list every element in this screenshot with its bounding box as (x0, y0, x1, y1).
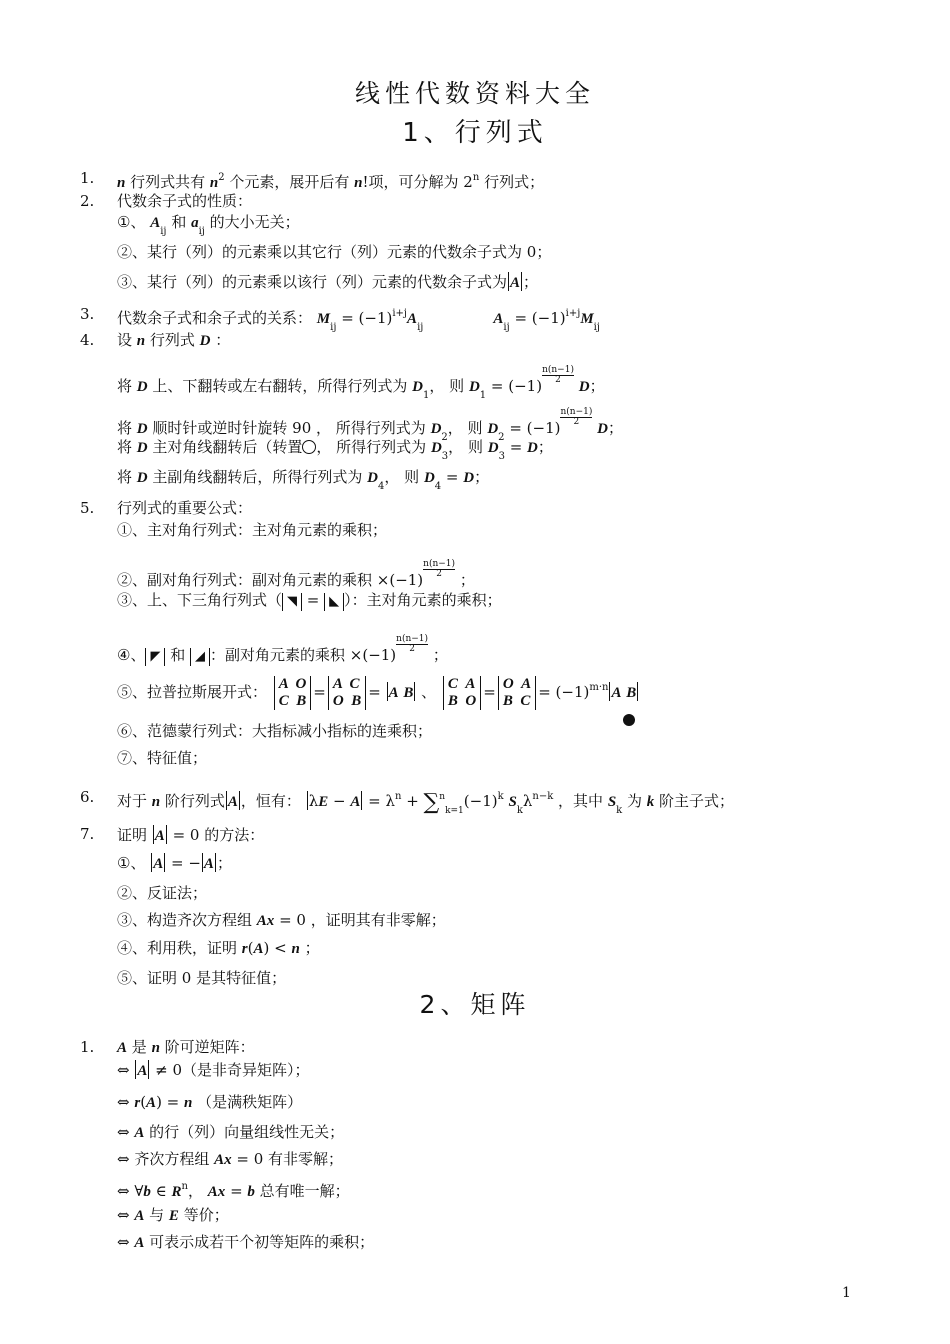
matrix-item-1-sub-1: ⇔ A ≠ 0（是非奇异矩阵）； (117, 1061, 310, 1079)
item-number: 1. (80, 1038, 95, 1056)
item-number: 6. (80, 788, 95, 806)
item-7-sub-1: ①、 A = − A ； (117, 854, 232, 872)
item-7-sub-4: ④、利用秩，证明 r(A) < n ； (117, 939, 320, 957)
section-2-heading: 2、矩阵 (419, 990, 531, 1019)
item-1-line: n 行列式共有 $n^2$ 个元素，展开后有 n!项，可分解为 2$^n$ 行列式； (117, 172, 545, 191)
item-6-line: 对于 n 阶行列式 A ，恒有： $\lambda E - A = \lambda^n + \sum^n_{k=1}(-1)^k$ $S_k\lambda^{n-k}$ ，其中 $S_k$ 为 k 阶主子式； (117, 790, 735, 816)
document-title: 线性代数资料大全 (354, 79, 595, 108)
item-5-sub-1: ①、主对角行列式：主对角元素的乘积； (117, 521, 388, 539)
item-number: 7. (80, 825, 95, 843)
matrix-item-1-sub-5: ⇔ ∀b ∈ $R^n$， Ax = b 总有唯一解； (117, 1181, 350, 1200)
item-4-sub-2: 将 D 顺时针或逆时针旋转 90 ， 所得行列式为 $D_2$， 则 $D_2 = (-1)$ $\frac{n(n-1)}{2}$ D； (117, 407, 623, 443)
item-7-sub-2: ②、反证法； (117, 884, 208, 902)
item-4-sub-1: 将 D 上、下翻转或左右翻转，所得行列式为 $D_1$， 则 $D_1 = (-1)$ $\frac{n(n-1)}{2}$ D； (117, 365, 605, 401)
item-7-sub-3: ③、构造齐次方程组 Ax = 0 ，证明其有非零解； (117, 911, 446, 929)
item-3-line: 代数余子式和余子式的关系： $M_{ij} = (-1)^{i+j}A_{ij}A_{ij} = (-1)^{i+j}M_{ij}$ (117, 308, 600, 333)
item-number: 2. (80, 192, 95, 210)
item-5-line: 行列式的重要公式： (117, 499, 253, 517)
item-5-sub-2: ②、副对角行列式：副对角元素的乘积 ×(−1) $\frac{n(n-1)}{2}$ ； (117, 559, 475, 589)
matrix-item-1-sub-2: ⇔ r(A) = n （是满秩矩阵） (117, 1093, 303, 1111)
item-2-sub-1: ①、 $A_{ij}$ 和 $a_{ij}$ 的大小无关； (117, 213, 300, 237)
bullet-dot-icon (623, 714, 635, 726)
matrix-item-1-sub-7: ⇔ A 可表示成若干个初等矩阵的乘积； (117, 1233, 375, 1251)
item-4-sub-4: 将 D 主副角线翻转后，所得行列式为 $D_4$， 则 $D_4 = D$； (117, 468, 490, 492)
item-4-sub-3: 将 D 主对角线翻转后（转置 ， 所得行列式为 $D_3$， 则 $D_3 = D$； (117, 438, 553, 462)
item-number: 4. (80, 331, 95, 349)
item-4-line: 设 n 行列式 D ： (117, 331, 231, 349)
item-2-line: 代数余子式的性质： (117, 192, 253, 210)
item-5-sub-4: ④、 ◤ 和 ◢ ：副对角元素的乘积 ×(−1) $\frac{n(n-1)}{2}$ ； (117, 634, 448, 664)
matrix-item-1-line: A 是 n 阶可逆矩阵： (117, 1038, 255, 1056)
item-2-sub-3: ③、某行（列）的元素乘以该行（列）元素的代数余子式为 A ； (117, 273, 539, 291)
item-number: 5. (80, 499, 95, 517)
item-5-sub-6: ⑥、范德蒙行列式：大指标减小指标的连乘积； (117, 722, 433, 740)
item-7-sub-5: ⑤、证明 0 是其特征值； (117, 969, 287, 987)
item-5-sub-7: ⑦、特征值； (117, 749, 208, 767)
matrix-item-1-sub-6: ⇔ A 与 E 等价； (117, 1206, 229, 1224)
page-number: 1 (842, 1285, 851, 1301)
item-number: 3. (80, 305, 95, 323)
item-7-line: 证明 A = 0 的方法： (117, 826, 265, 844)
item-5-sub-5: ⑤、拉普拉斯展开式： A O C B = A C O B = A B 、 C A B O = O A B C = $(-1)^{m\cdot n}$ A B (117, 676, 637, 709)
section-1-heading: 1、行列式 (402, 118, 548, 148)
item-5-sub-3: ③、上、下三角行列式（ ◥ = ◣ ）：主对角元素的乘积； (117, 591, 502, 609)
matrix-item-1-sub-4: ⇔ 齐次方程组 Ax = 0 有非零解； (117, 1150, 344, 1168)
item-number: 1. (80, 169, 95, 187)
item-2-sub-2: ②、某行（列）的元素乘以其它行（列）元素的代数余子式为 0； (117, 243, 552, 261)
matrix-item-1-sub-3: ⇔ A 的行（列）向量组线性无关； (117, 1123, 345, 1141)
circle-mark-icon (302, 440, 316, 454)
